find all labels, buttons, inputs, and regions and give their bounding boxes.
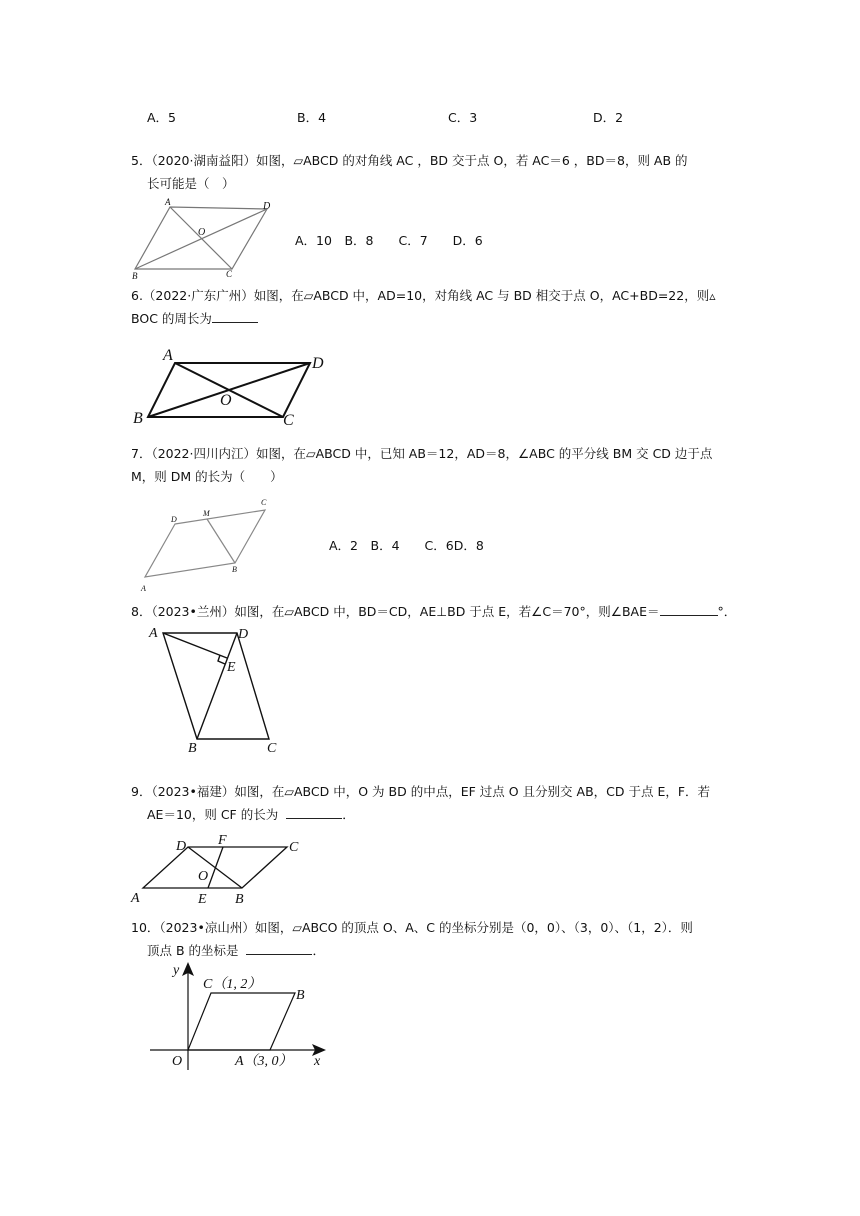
q10-label-b: B bbox=[296, 988, 305, 1003]
q10-stem-line1: 10．（2023•凉山州）如图，▱ABCO 的顶点 O、A、C 的坐标分别是（0，0）、（3，0）、（1，2）．则 bbox=[131, 920, 693, 935]
q10-label-a: A（3, 0） bbox=[235, 1054, 293, 1069]
q9-answer-blank[interactable] bbox=[286, 806, 342, 819]
q8-label-e: E bbox=[227, 660, 236, 675]
q8-label-d: D bbox=[238, 627, 249, 642]
q5-label-o: O bbox=[198, 227, 206, 238]
q9-label-b: B bbox=[235, 892, 244, 907]
q7-label-d: D bbox=[171, 515, 177, 524]
q9-label-e: E bbox=[198, 892, 207, 907]
q8-stem-end: °． bbox=[717, 604, 737, 619]
q8-answer-blank[interactable] bbox=[660, 603, 718, 616]
q5-figure bbox=[130, 196, 280, 281]
q5-label-c: C bbox=[226, 269, 233, 279]
q9-label-f: F bbox=[218, 833, 227, 848]
q6-label-d: D bbox=[312, 355, 324, 372]
q9-label-d: D bbox=[176, 839, 187, 854]
q4-option-d: D．2 bbox=[593, 110, 624, 125]
q10-label-o: O bbox=[172, 1054, 183, 1069]
q6-label-a: A bbox=[163, 347, 173, 364]
q9-stem-line1: 9．（2023•福建）如图，在▱ABCD 中，O 为 BD 的中点，EF 过点 O 且分别交 AB，CD 于点 E，F．若 bbox=[131, 784, 711, 799]
q7-figure bbox=[135, 495, 280, 595]
q5-stem-line1: 5．（2020·湖南益阳）如图，▱ABCD 的对角线 AC ，BD 交于点 O，若 AC＝6 ，BD＝8，则 AB 的 bbox=[131, 153, 688, 168]
q10-label-x: x bbox=[314, 1054, 321, 1069]
q9-label-o: O bbox=[198, 869, 209, 884]
q8-stem-line1 bbox=[131, 603, 736, 621]
q7-stem-line1: 7．（2022·四川内江）如图，在▱ABCD 中，已知 AB＝12，AD＝8，∠ABC 的平分线 BM 交 CD 边于点 bbox=[131, 446, 713, 461]
q7-options: A．2 B．4 C．6D．8 bbox=[329, 538, 484, 553]
q6-stem-text: BOC 的周长为 bbox=[131, 311, 212, 326]
q6-stem-line1: 6.（2022·广东广州）如图，在▱ABCD 中，AD=10，对角线 AC 与 BD 相交于点 O，AC+BD=22，则▵ bbox=[131, 288, 716, 303]
q10-answer-blank[interactable] bbox=[246, 942, 312, 955]
q9-figure bbox=[130, 830, 310, 910]
q5-label-b: B bbox=[132, 271, 138, 281]
q4-option-c: C．3 bbox=[448, 110, 478, 125]
q7-label-b: B bbox=[232, 565, 237, 574]
q9-label-c: C bbox=[289, 840, 299, 855]
q10-label-y: y bbox=[173, 963, 180, 978]
q4-option-a: A．5 bbox=[147, 110, 177, 125]
q8-figure bbox=[145, 620, 290, 760]
q10-label-c: C（1, 2） bbox=[203, 977, 262, 992]
q8-label-b: B bbox=[188, 741, 197, 756]
q6-label-c: C bbox=[283, 412, 294, 429]
q10-stem-text: 顶点 B 的坐标是 bbox=[147, 943, 239, 958]
q9-stem-text: AE＝10，则 CF 的长为 bbox=[147, 807, 279, 822]
q6-label-b: B bbox=[133, 410, 143, 427]
q8-label-a: A bbox=[149, 626, 158, 641]
q8-label-c: C bbox=[267, 741, 277, 756]
q6-label-o: O bbox=[220, 392, 232, 409]
q10-figure bbox=[140, 958, 340, 1073]
q5-label-a: A bbox=[165, 197, 171, 207]
q6-figure bbox=[130, 345, 330, 427]
q5-options: A．10 B．8 C．7 D．6 bbox=[295, 233, 483, 248]
q9-stem-end: ． bbox=[342, 807, 355, 822]
q10-stem-end: ． bbox=[312, 943, 325, 958]
q8-stem-text: 8．（2023•兰州）如图，在▱ABCD 中，BD＝CD，AE⊥BD 于点 E，若∠C＝70°，则∠BAE＝ bbox=[131, 604, 660, 619]
q5-label-d: D bbox=[263, 201, 271, 212]
q7-label-c: C bbox=[261, 498, 267, 507]
q5-stem-line2: 长可能是（ ） bbox=[147, 176, 235, 191]
q9-stem-line2 bbox=[147, 806, 355, 824]
q7-label-m: M bbox=[203, 509, 210, 518]
q7-label-a: A bbox=[141, 584, 146, 593]
q6-stem-line2 bbox=[131, 310, 258, 328]
q9-label-a: A bbox=[131, 891, 140, 906]
q4-option-b: B．4 bbox=[297, 110, 327, 125]
q6-answer-blank[interactable] bbox=[212, 310, 258, 323]
q7-stem-line2: M，则 DM 的长为（ ） bbox=[131, 469, 283, 484]
